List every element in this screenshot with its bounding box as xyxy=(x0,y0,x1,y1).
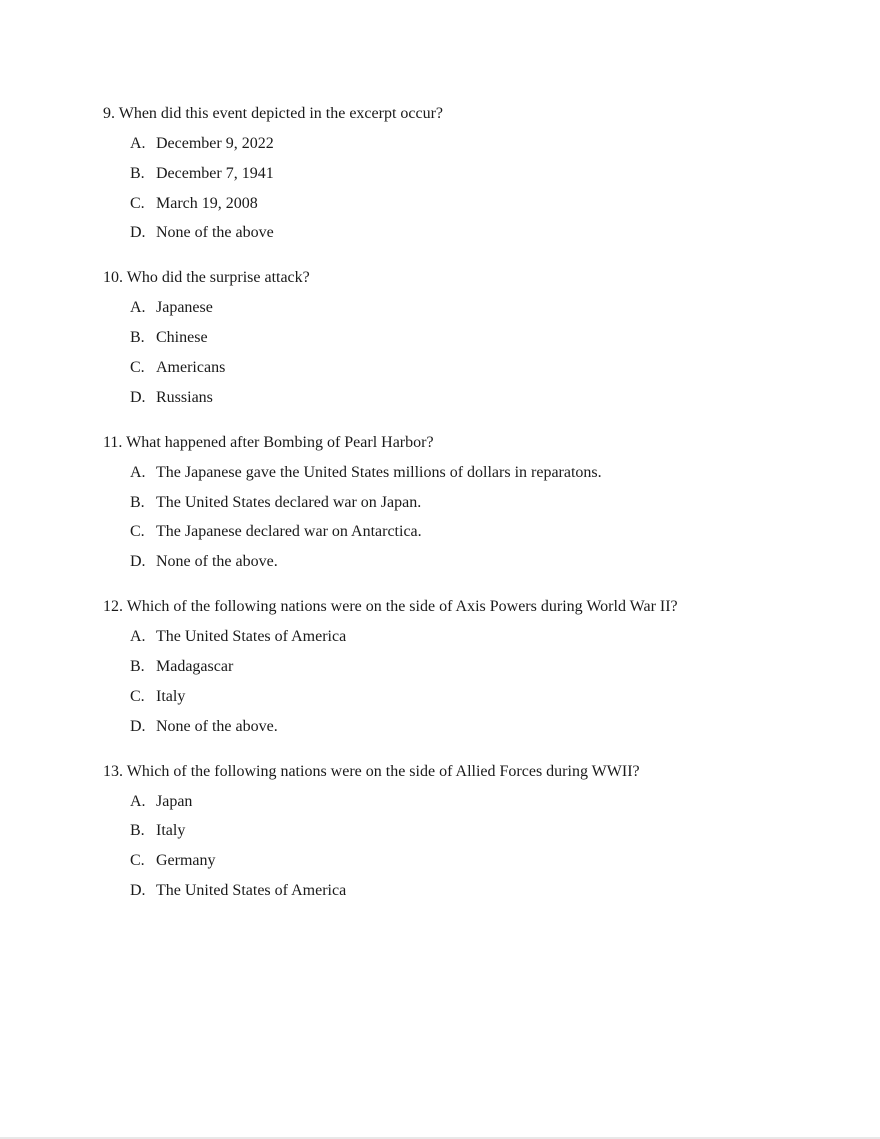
option-letter: B. xyxy=(130,493,145,511)
option-letter: D. xyxy=(130,224,146,242)
option-letter: B. xyxy=(130,822,145,840)
option-letter: C. xyxy=(130,358,145,376)
question-13 xyxy=(103,761,843,902)
option-c xyxy=(103,193,843,215)
option-text: The Japanese declared war on Antarctica. xyxy=(156,523,422,541)
option-text: Chinese xyxy=(156,329,208,347)
option-text: The United States of America xyxy=(156,628,347,646)
question-9 xyxy=(103,103,843,244)
question-list xyxy=(103,103,843,925)
option-text: The United States of America xyxy=(156,881,347,899)
option-d xyxy=(103,880,843,902)
option-c xyxy=(103,850,843,872)
option-text: None of the above. xyxy=(156,717,278,735)
option-letter: D. xyxy=(130,553,146,571)
option-text: Germany xyxy=(156,852,216,870)
option-c xyxy=(103,357,843,379)
option-text: December 7, 1941 xyxy=(156,164,274,182)
option-a xyxy=(103,297,843,319)
option-b xyxy=(103,820,843,842)
question-text: 13. Which of the following nations were on the side of Allied Forces during WWII? xyxy=(103,762,640,780)
option-letter: C. xyxy=(130,194,145,212)
option-list xyxy=(103,297,843,408)
option-text: Italy xyxy=(156,687,186,705)
option-list xyxy=(103,791,843,902)
option-text: The United States declared war on Japan. xyxy=(156,493,422,511)
option-letter: D. xyxy=(130,881,146,899)
option-text: Americans xyxy=(156,358,226,376)
option-letter: C. xyxy=(130,523,145,541)
option-letter: C. xyxy=(130,852,145,870)
question-text: 9. When did this event depicted in the excerpt occur? xyxy=(103,105,444,122)
question-12 xyxy=(103,596,843,737)
option-b xyxy=(103,327,843,349)
option-list xyxy=(103,133,843,244)
option-d xyxy=(103,716,843,738)
question-11 xyxy=(103,432,843,573)
option-b xyxy=(103,163,843,185)
option-d xyxy=(103,551,843,573)
option-a xyxy=(103,462,843,484)
option-text: Japan xyxy=(156,792,193,810)
option-letter: A. xyxy=(130,135,146,152)
option-d xyxy=(103,222,843,244)
option-c xyxy=(103,521,843,543)
question-text: 10. Who did the surprise attack? xyxy=(103,269,310,287)
option-b xyxy=(103,656,843,678)
option-a xyxy=(103,626,843,648)
option-text: The Japanese gave the United States millions of dollars in reparatons. xyxy=(156,463,602,481)
option-letter: A. xyxy=(130,792,146,810)
option-list xyxy=(103,626,843,737)
option-letter: B. xyxy=(130,657,145,675)
option-letter: C. xyxy=(130,687,145,705)
question-text: 12. Which of the following nations were on the side of Axis Powers during World War II? xyxy=(103,598,678,616)
option-text: December 9, 2022 xyxy=(156,135,274,152)
option-b xyxy=(103,492,843,514)
question-10 xyxy=(103,267,843,408)
option-a xyxy=(103,133,843,155)
option-letter: A. xyxy=(130,628,146,646)
option-text: Madagascar xyxy=(156,657,234,675)
option-text: None of the above xyxy=(156,224,274,242)
option-text: Italy xyxy=(156,822,186,840)
option-letter: A. xyxy=(130,463,146,481)
option-text: Russians xyxy=(156,388,213,406)
option-letter: A. xyxy=(130,299,146,317)
option-list xyxy=(103,462,843,573)
option-a xyxy=(103,791,843,813)
option-letter: D. xyxy=(130,717,146,735)
option-letter: D. xyxy=(130,388,146,406)
option-text: None of the above. xyxy=(156,553,278,571)
option-d xyxy=(103,387,843,409)
question-text: 11. What happened after Bombing of Pearl Harbor? xyxy=(103,433,434,451)
option-text: March 19, 2008 xyxy=(156,194,258,212)
option-text: Japanese xyxy=(156,299,213,317)
option-letter: B. xyxy=(130,329,145,347)
option-letter: B. xyxy=(130,164,145,182)
option-c xyxy=(103,686,843,708)
